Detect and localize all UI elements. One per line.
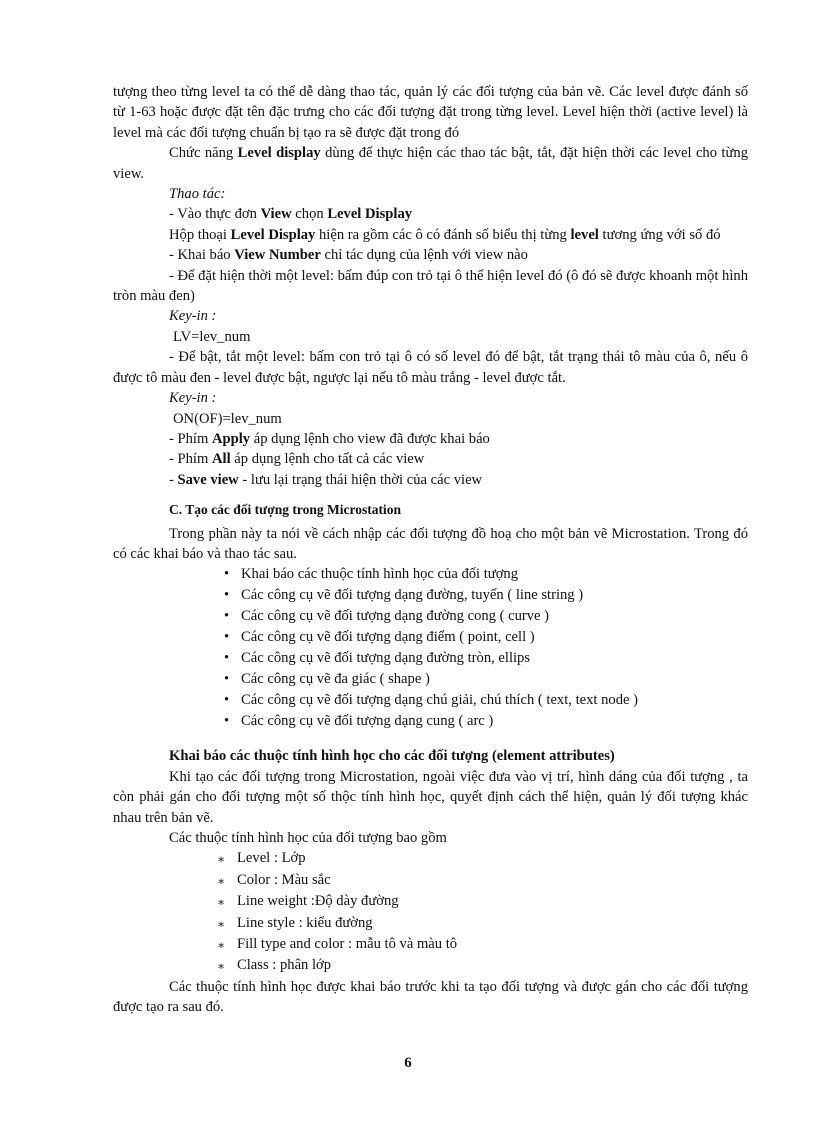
bold-term: All bbox=[211, 451, 231, 468]
list-item bbox=[217, 891, 748, 912]
asterisk-icon: ∗ bbox=[217, 959, 226, 974]
bold-term: Level Display bbox=[327, 206, 413, 223]
list-item bbox=[224, 711, 748, 732]
list-item-text: Color : Màu sắc bbox=[237, 871, 331, 888]
text-run: - Phím bbox=[169, 430, 212, 447]
list-item-text: Level : Lớp bbox=[237, 850, 306, 867]
bold-term: Apply bbox=[211, 430, 251, 447]
text-run: dùng để thực hiện các thao tác bật, tắt, đặt hiện thời các level cho từng view. bbox=[113, 145, 748, 182]
attributes-heading: Khai báo các thuộc tính hình học cho các đối tượng (element attributes) bbox=[169, 748, 615, 765]
text-run: chọn bbox=[291, 206, 328, 223]
bold-term: View bbox=[260, 206, 292, 223]
text-run: - lưu lại trạng thái hiện thời của các view bbox=[238, 471, 483, 488]
level-display-paragraph bbox=[113, 143, 748, 184]
asterisk-icon: ∗ bbox=[217, 916, 226, 931]
bullet-icon: • bbox=[224, 650, 230, 667]
bullet-icon: • bbox=[224, 713, 230, 730]
step-view-number bbox=[113, 245, 748, 265]
text-run: Chức năng bbox=[169, 145, 238, 162]
step-open-menu bbox=[113, 204, 748, 224]
list-item bbox=[217, 955, 748, 976]
list-item-text: Fill type and color : mẫu tô và màu tô bbox=[237, 935, 458, 952]
keyin-command: LV=lev_num bbox=[173, 328, 251, 345]
dialog-paragraph bbox=[113, 225, 748, 245]
bold-term: View Number bbox=[234, 247, 321, 264]
asterisk-icon: ∗ bbox=[217, 895, 226, 910]
list-item-text: Các công cụ vẽ đối tượng dạng điểm ( point, cell ) bbox=[241, 629, 535, 646]
step-apply bbox=[113, 429, 748, 449]
list-item bbox=[217, 934, 748, 955]
text-run: áp dụng lệnh cho view đã được khai báo bbox=[250, 430, 490, 447]
attributes-paragraph: Khi tạo các đối tượng trong Microstation, ngoài việc đưa vào vị trí, hình dáng của đối tượng , ta còn phải gán cho đối tượng một số thộc tính hình học, quyết định cách thể hiện, quản lý đối tượng khác nhau trên bản vẽ. bbox=[113, 768, 748, 826]
list-item bbox=[224, 627, 748, 648]
step-all bbox=[113, 449, 748, 469]
list-item-text: Các công cụ vẽ đối tượng dạng đường cong ( curve ) bbox=[241, 608, 550, 625]
bullet-icon: • bbox=[224, 566, 230, 583]
bold-term: Level display bbox=[237, 145, 321, 162]
step-toggle-level: - Để bật, tắt một level: bấm con trỏ tại ô có số level đó để bật, tắt trạng thái tô màu của ô, nếu ô được tô màu đen - level được bật, ngược lại nếu tô màu trắng - level được tắt. bbox=[113, 349, 748, 386]
asterisk-icon: ∗ bbox=[217, 937, 226, 952]
section-c-intro: Trong phần này ta nói về cách nhập các đối tượng đồ hoạ cho một bản vẽ Microstation. Trong đó có các khai báo và thao tác sau. bbox=[113, 525, 748, 562]
bold-term: Level Display bbox=[230, 226, 316, 243]
bullet-icon: • bbox=[224, 692, 230, 709]
list-item bbox=[224, 564, 748, 585]
step-active-level: - Để đặt hiện thời một level: bấm đúp con trỏ tại ô thể hiện level đó (ô đó sẽ được khoanh một hình tròn màu đen) bbox=[113, 267, 748, 305]
text-run: - Khai báo bbox=[169, 247, 235, 264]
bullet-icon: • bbox=[224, 671, 230, 688]
text-run: - Vào thực đơn bbox=[169, 206, 261, 223]
bold-term: level bbox=[570, 226, 599, 243]
text-run: tương ứng với số đó bbox=[598, 226, 721, 243]
list-item-text: Các công cụ vẽ đối tượng dạng đường tròn, ellips bbox=[241, 650, 531, 667]
list-item-text: Các công cụ vẽ đa giác ( shape ) bbox=[241, 671, 430, 688]
list-item bbox=[217, 913, 748, 934]
list-item-text: Các công cụ vẽ đối tượng dạng đường, tuyến ( line string ) bbox=[241, 587, 584, 604]
list-item bbox=[217, 848, 748, 869]
attributes-closing-paragraph: Các thuộc tính hình học được khai báo trước khi ta tạo đối tượng và được gán cho các đối tượng được tạo ra sau đó. bbox=[113, 978, 748, 1016]
intro-paragraph: tượng theo từng level ta có thể dễ dàng thao tác, quản lý các đối tượng của bản vẽ. Các level được đánh số từ 1-63 hoặc được đặt tên đặc trưng cho các đối tượng đặt trong từng level. Level hiện thời (active level) là level mà các đối tượng chuẩn bị tạo ra sẽ được đặt trong đó bbox=[113, 84, 748, 141]
list-item bbox=[224, 669, 748, 690]
keyin-label: Key-in : bbox=[169, 308, 217, 325]
text-run: Hộp thoại bbox=[169, 226, 231, 243]
list-item-text: Line weight :Độ dày đường bbox=[237, 893, 399, 910]
attributes-list-intro: Các thuộc tính hình học của đối tượng bao gồm bbox=[169, 829, 447, 846]
list-item-text: Khai báo các thuộc tính hình học của đối tượng bbox=[241, 566, 519, 583]
list-item bbox=[224, 690, 748, 711]
bold-term: Save view bbox=[177, 471, 239, 488]
bullet-icon: • bbox=[224, 629, 230, 646]
bullet-icon: • bbox=[224, 608, 230, 625]
attribute-list bbox=[113, 848, 748, 976]
list-item bbox=[224, 606, 748, 627]
text-run: - Phím bbox=[169, 451, 212, 468]
list-item-text: Các công cụ vẽ đối tượng dạng cung ( arc ) bbox=[241, 713, 494, 730]
keyin-command: ON(OF)=lev_num bbox=[173, 410, 282, 427]
list-item-text: Class : phân lớp bbox=[237, 957, 332, 974]
text-run: chỉ tác dụng của lệnh với view nào bbox=[320, 247, 528, 264]
tool-list bbox=[113, 564, 748, 732]
step-save-view bbox=[113, 470, 748, 490]
section-c-heading: C. Tạo các đối tượng trong Microstation bbox=[169, 502, 401, 518]
text-run: áp dụng lệnh cho tất cả các view bbox=[230, 451, 425, 468]
list-item bbox=[224, 585, 748, 606]
asterisk-icon: ∗ bbox=[217, 873, 226, 888]
thao-tac-label: Thao tác: bbox=[169, 186, 226, 203]
list-item-text: Line style : kiểu đường bbox=[237, 914, 373, 931]
list-item-text: Các công cụ vẽ đối tượng dạng chú giải, chú thích ( text, text node ) bbox=[241, 692, 638, 709]
document-body bbox=[113, 82, 748, 1018]
asterisk-icon: ∗ bbox=[217, 852, 226, 867]
text-run: hiện ra gồm các ô có đánh số biểu thị từng bbox=[315, 226, 571, 243]
list-item bbox=[224, 648, 748, 669]
keyin-label: Key-in : bbox=[169, 390, 217, 407]
text-run: - bbox=[169, 471, 178, 488]
page-number: 6 bbox=[404, 1055, 412, 1071]
list-item bbox=[217, 870, 748, 891]
bullet-icon: • bbox=[224, 587, 230, 604]
